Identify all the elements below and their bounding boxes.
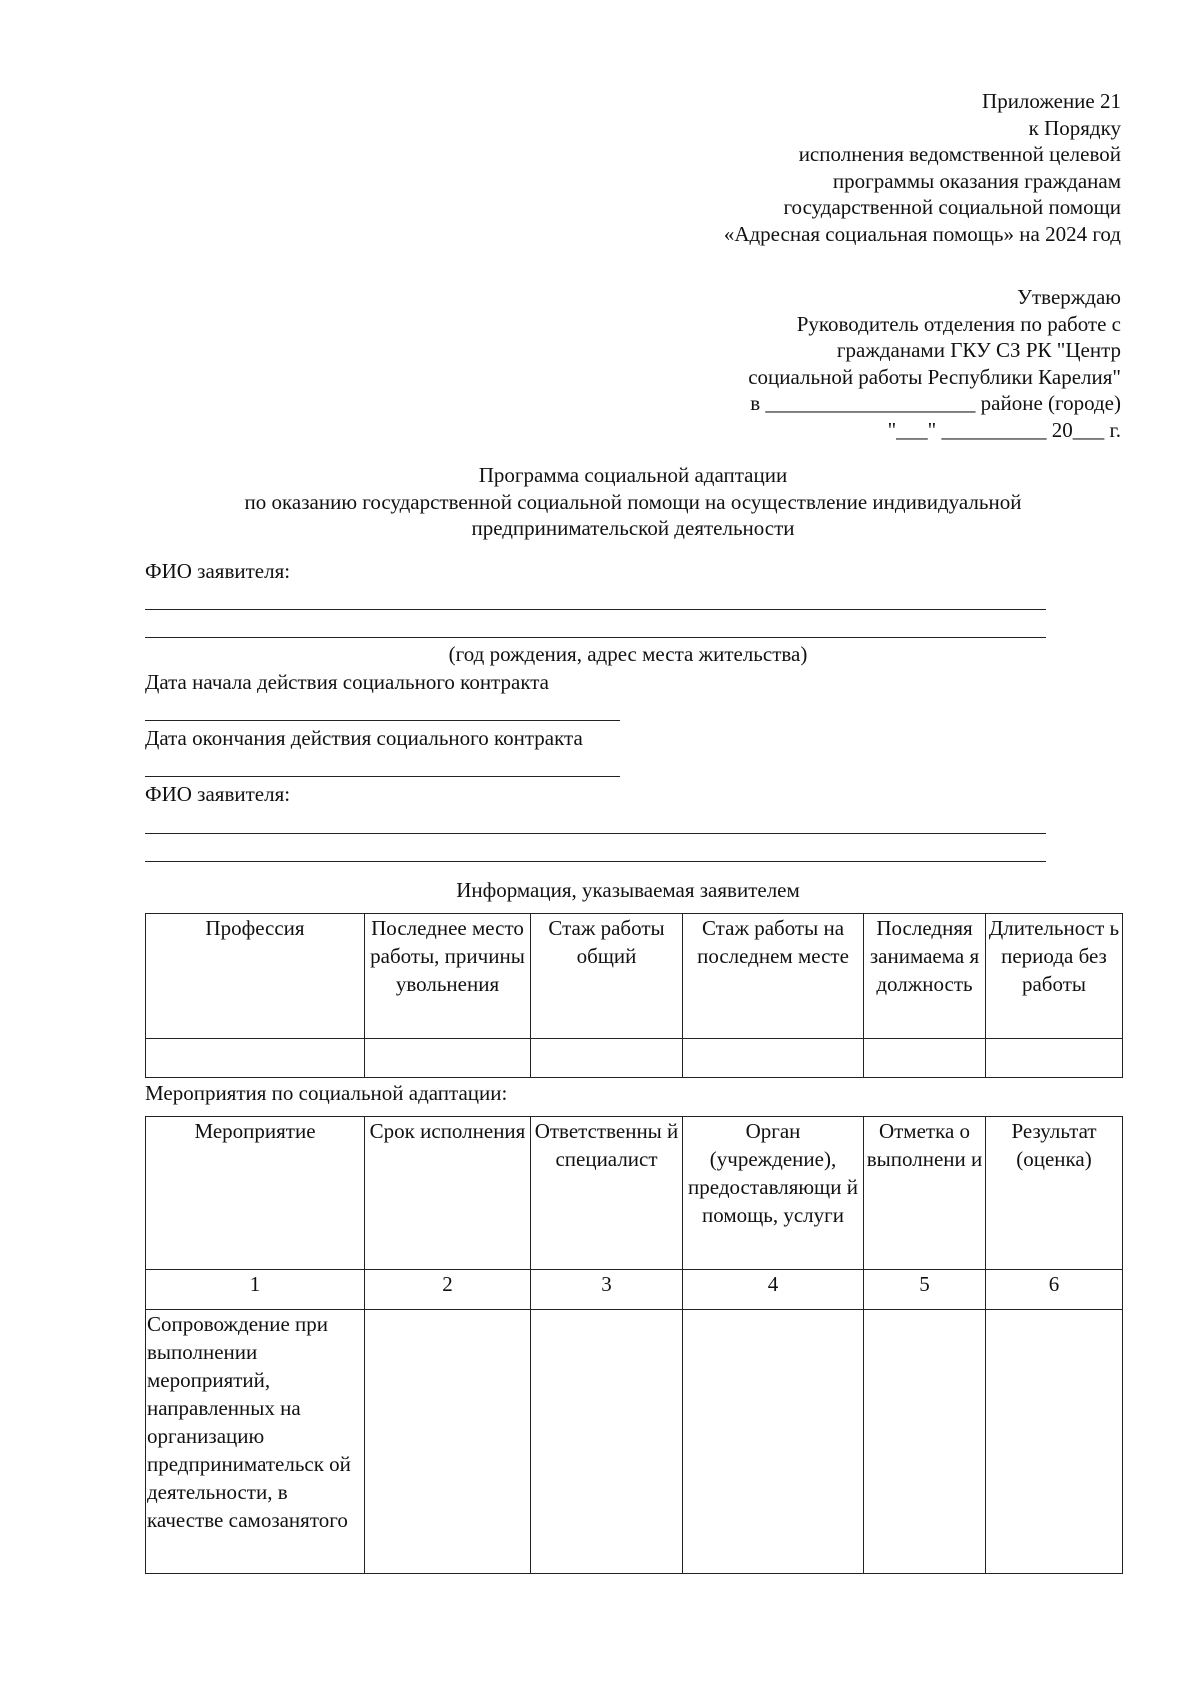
measure-cell: Сопровождение при выполнении мероприятий, направленных на организацию предпринимательск ой деятельности, в качестве самозанятого — [146, 1310, 365, 1574]
header-cell: Последнее место работы, причины увольнения — [365, 914, 531, 1039]
measures-table — [145, 1116, 1123, 1574]
header-cell: Длительност ь периода без работы — [986, 914, 1123, 1039]
contract-start-line[interactable] — [145, 720, 620, 721]
data-cell[interactable] — [146, 1039, 365, 1078]
applicant-name-line[interactable] — [145, 609, 1046, 610]
contract-end-label: Дата окончания действия социального контракта — [145, 726, 583, 750]
data-cell[interactable] — [531, 1039, 683, 1078]
header-cell: Орган (учреждение), предоставляющи й помощь, услуги — [683, 1117, 864, 1270]
appendix-line: «Адресная социальная помощь» на 2024 год — [723, 221, 1121, 246]
column-number: 2 — [365, 1270, 531, 1310]
contract-end-line[interactable] — [145, 776, 620, 777]
applicant-name-line[interactable] — [145, 861, 1046, 862]
data-cell[interactable] — [365, 1039, 531, 1078]
data-cell[interactable] — [986, 1039, 1123, 1078]
contract-start-label: Дата начала действия социального контракта — [145, 670, 549, 694]
measures-header-row — [146, 1117, 1123, 1270]
data-cell[interactable] — [683, 1310, 864, 1574]
title-line: по оказанию государственной социальной помощи на осуществление индивидуальной — [244, 489, 1022, 514]
approval-line: гражданами ГКУ СЗ РК "Центр — [836, 338, 1121, 362]
measures-table-caption: Мероприятия по социальной адаптации: — [145, 1081, 508, 1105]
approval-line: "___" __________ 20___ г. — [887, 417, 1121, 442]
measures-data-row — [146, 1310, 1123, 1574]
column-number: 3 — [531, 1270, 683, 1310]
data-cell[interactable] — [864, 1310, 986, 1574]
column-number: 6 — [986, 1270, 1123, 1310]
applicant-label: ФИО заявителя: — [145, 782, 291, 806]
header-cell: Стаж работы общий — [531, 914, 683, 1039]
appendix-line: исполнения ведомственной целевой — [798, 142, 1121, 166]
program-title — [145, 462, 1121, 542]
appendix-line: государственной социальной помощи — [783, 195, 1121, 219]
info-table — [145, 913, 1123, 1078]
column-number: 5 — [864, 1270, 986, 1310]
data-cell[interactable] — [531, 1310, 683, 1574]
data-cell[interactable] — [986, 1310, 1123, 1574]
approval-line: Руководитель отделения по работе с — [796, 311, 1121, 336]
approval-line: социальной работы Республики Карелия" — [748, 364, 1121, 389]
approval-block — [748, 284, 1121, 443]
appendix-line: Приложение 21 — [982, 89, 1121, 113]
header-cell: Ответственны й специалист — [531, 1117, 683, 1270]
header-cell: Срок исполнения — [365, 1117, 531, 1270]
measures-number-row — [146, 1270, 1123, 1310]
header-cell: Профессия — [146, 914, 365, 1039]
info-table-caption: Информация, указываемая заявителем — [456, 878, 800, 902]
approval-line: в ____________________ районе (городе) — [750, 391, 1121, 415]
header-cell: Отметка о выполнени и — [864, 1117, 986, 1270]
applicant-name-line[interactable] — [145, 637, 1046, 638]
header-cell: Последняя занимаема я должность — [864, 914, 986, 1039]
title-line: Программа социальной адаптации — [478, 463, 788, 487]
data-cell[interactable] — [864, 1039, 986, 1078]
birth-address-caption: (год рождения, адрес места жительства) — [448, 642, 808, 666]
applicant-label: ФИО заявителя: — [145, 559, 291, 583]
info-header-row — [146, 914, 1123, 1039]
header-cell: Результат (оценка) — [986, 1117, 1123, 1270]
column-number: 4 — [683, 1270, 864, 1310]
data-cell[interactable] — [365, 1310, 531, 1574]
header-cell: Стаж работы на последнем месте — [683, 914, 864, 1039]
applicant-name-line[interactable] — [145, 833, 1046, 834]
appendix-line: программы оказания гражданам — [832, 168, 1121, 193]
info-data-row — [146, 1039, 1123, 1078]
data-cell[interactable] — [683, 1039, 864, 1078]
column-number: 1 — [146, 1270, 365, 1310]
header-cell: Мероприятие — [146, 1117, 365, 1270]
appendix-line: к Порядку — [1028, 115, 1121, 140]
appendix-block — [724, 88, 1121, 247]
approval-line: Утверждаю — [1017, 285, 1121, 309]
title-line: предпринимательской деятельности — [471, 516, 795, 540]
